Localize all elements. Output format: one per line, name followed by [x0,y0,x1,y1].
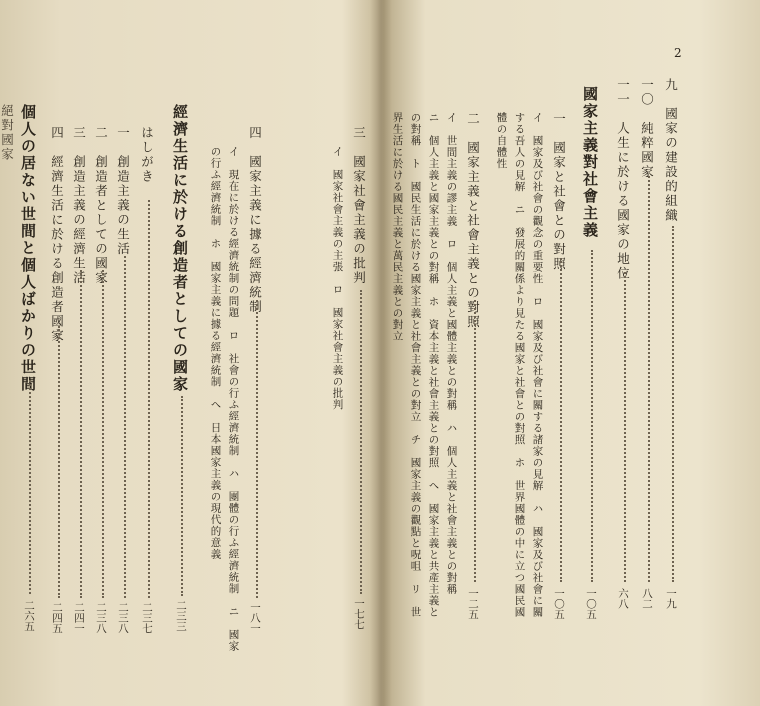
toc-entry-9: 九 國家の建設的組織 [663,78,679,223]
section-2-line-2: ニ 個人主義と國家主義との對稱 ホ 資本主義と社會主義との對照 へ 國家主義と共產主義と [427,112,440,618]
section-1-line-1: イ 國家及び社會の觀念の重要性 ロ 國家及び社會に關する諸家の見解 ハ 國家及び社會に關 [531,112,544,618]
toc-entry-left-4-page: 二四五 [51,602,63,634]
section-2-page: 一二五 [467,588,479,620]
section-2-line-3: の對稱 ト 國民生活に於ける國家主義と社會主義との對立 チ 國家主義の觀點と呪咀 リ 世 [409,112,422,618]
section-3-title: 三 國家社會主義の批判 [351,126,367,286]
section-3-line-1: イ 國家社會主義の主張 ロ 國家社會主義の批判 [331,146,344,411]
toc-entry-left-3: 三 創造主義の經濟生活 [71,126,87,286]
leader-dots [624,272,626,582]
toc-entry-9-page: 一九 [665,588,677,609]
section-4-page: 一八一 [249,602,261,634]
toc-entry-10: 一〇 純粹國家 [639,78,655,180]
section-4-line-2: の行ふ經濟統制 ホ 國家主義に據る經濟統制 へ 日本國家主義の現代的意義 [209,146,222,560]
leader-dots [181,396,183,596]
section-1-title: 一 國家と社會との對照 [551,112,567,272]
section-2-line-4: 界生活に於ける國民主義と萬民主義との對立 [391,112,404,342]
page-number: 2 [674,46,682,60]
leader-dots [29,380,31,594]
leader-dots [124,256,126,598]
section-1-page: 一〇五 [553,588,565,620]
section-4-title: 四 國家主義に據る經濟統制 [247,126,263,315]
chapter-heading-2: 經濟生活に於ける創造者としての國家 [171,104,189,393]
section-4-line-1: イ 現在に於ける經濟統制の問題 ロ 社會の行ふ經濟統制 ハ 團體の行ふ經濟統制 ニ 國家 [227,146,240,652]
leader-dots [560,258,562,582]
book-gutter [370,0,392,706]
toc-entry-preface-page: 二三七 [141,602,153,634]
section-2-line-1: イ 世間主義の謬主義 ロ 個人主義と國體主義との對稱 ハ 個人主義と社會主義との對稱 [445,112,458,595]
chapter-heading-page: 一〇五 [585,588,597,620]
section-1-line-3: 體の自體性 [495,112,508,170]
toc-entry-left-2: 二 創造者としての國家 [93,126,109,286]
leader-dots [256,300,258,598]
toc-entry-11: 一一 人生に於ける國家の地位 [615,78,631,281]
toc-entry-left-4: 四 經濟生活に於ける創造者國家 [49,126,65,344]
leader-dots [474,300,476,582]
leader-dots [672,226,674,582]
leader-dots [591,250,593,582]
chapter-heading: 國家主義對社會主義 [581,86,599,239]
leader-dots [148,200,150,598]
page-edge-text: 絕對國家 [0,104,15,162]
leader-dots [360,290,362,594]
leader-dots [80,270,82,598]
chapter-heading-3: 個人の居ない世間と個人ばかりの世間 [19,104,37,393]
toc-entry-preface: はしがき [139,126,155,184]
leader-dots [648,176,650,582]
toc-entry-left-1-page: 二三八 [117,602,129,634]
chapter-heading-3-page: 二六五 [23,600,35,632]
toc-entry-left-2-page: 二三八 [95,602,107,634]
leader-dots [102,270,104,598]
toc-entry-left-3-page: 二四一 [73,602,85,634]
section-3-page: 一七七 [353,598,365,630]
section-1-line-2: する吾人の見解 ニ 發展的關係より見たる國家と社會との對照 ホ 世界國體の中に立つ國民國 [513,112,526,618]
section-2-title: 二 國家主義と社會主義との對照 [465,112,481,330]
toc-entry-10-page: 八二 [641,588,653,609]
leader-dots [58,326,60,598]
toc-entry-11-page: 六八 [617,588,629,609]
toc-entry-left-1: 一 創造主義の生活 [115,126,131,257]
chapter-heading-2-page: 二三三 [175,600,187,632]
